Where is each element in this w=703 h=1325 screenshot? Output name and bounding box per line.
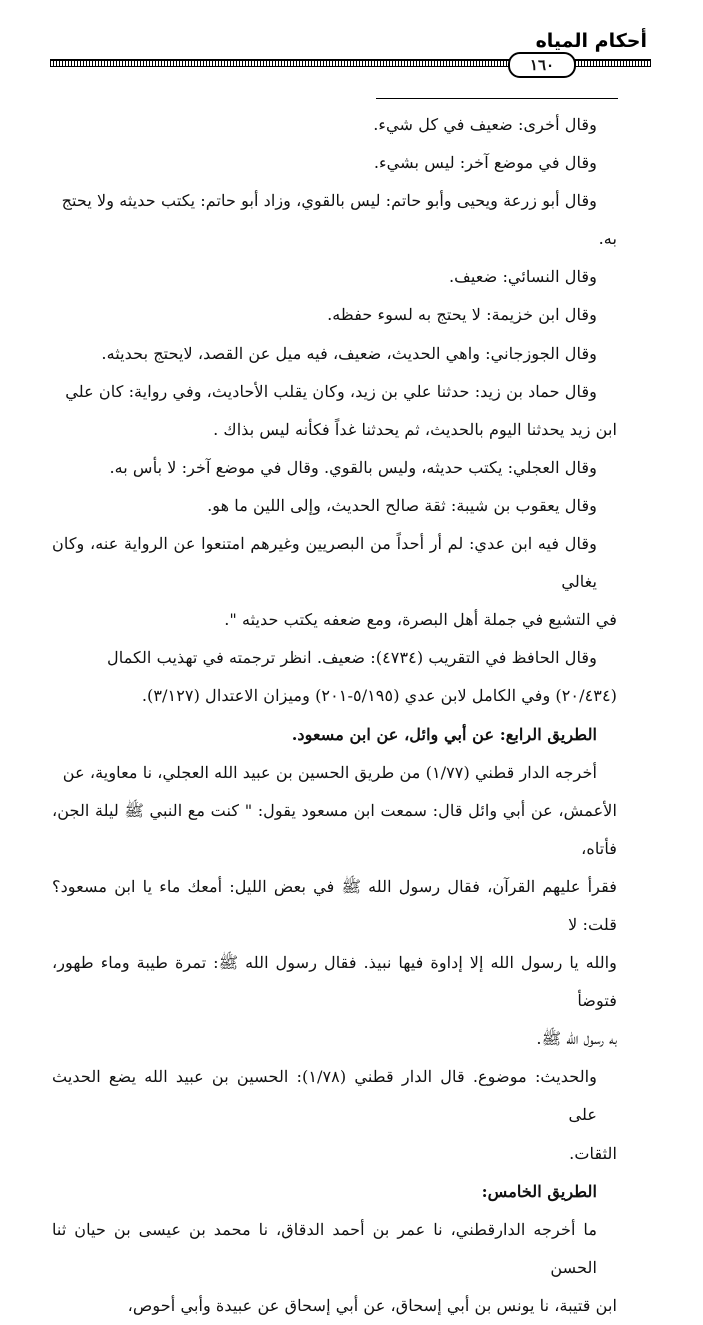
section-heading: الطريق الرابع: عن أبي وائل، عن ابن مسعود. xyxy=(291,724,597,744)
text-line: به. xyxy=(598,229,617,249)
text-line: والله يا رسول الله إلا إداوة فيها نبيذ. فقال رسول الله ﷺ: تمرة طيبة وماء طهور، فتوضأ xyxy=(52,953,617,1011)
text-line: وقال ابن خزيمة: لا يحتج به لسوء حفظه. xyxy=(327,305,597,325)
text-line: وقال الجوزجاني: واهي الحديث، ضعيف، فيه ميل عن القصد، لايحتج بحديثه. xyxy=(101,343,597,363)
text-line: ابن زيد يحدثنا اليوم بالحديث، ثم يحدثنا غداً فكأنه ليس بذاك . xyxy=(213,419,617,439)
text-line: وقال العجلي: يكتب حديثه، وليس بالقوي. وقال في موضع آخر: لا بأس به. xyxy=(109,457,597,477)
top-rule xyxy=(376,98,618,99)
running-header-title: أحكام المياه xyxy=(535,30,647,52)
text-line: والحديث: موضوع. قال الدار قطني (١/٧٨): الحسين بن عبيد الله يضع الحديث على xyxy=(52,1067,597,1125)
text-line: في التشيع في جملة أهل البصرة، ومع ضعفه يكتب حديثه ". xyxy=(224,610,617,630)
text-line: وقال فيه ابن عدي: لم أر أحداً من البصريين وغيرهم امتنعوا عن الرواية عنه، وكان يغالي xyxy=(52,534,597,592)
text-line: وقال حماد بن زيد: حدثنا علي بن زيد، وكان يقلب الأحاديث، وفي رواية: كان علي xyxy=(65,381,597,401)
text-line: وقال النسائي: ضعيف. xyxy=(448,267,597,287)
text-line: (٢٠/٤٣٤) وفي الكامل لابن عدي (٥/١٩٥-٢٠١) وميزان الاعتدال (٣/١٢٧). xyxy=(141,686,617,706)
text-line: ما أخرجه الدارقطني، نا عمر بن أحمد الدقاق، نا محمد بن عيسى بن حيان ثنا الحسن xyxy=(52,1219,597,1277)
text-line: الثقات. xyxy=(569,1143,617,1163)
text-line: فقرأ عليهم القرآن، فقال رسول الله ﷺ في بعض الليل: أمعك ماء يا ابن مسعود؟ قلت: لا xyxy=(52,876,617,934)
text-line: به رسول الله ﷺ. xyxy=(536,1029,617,1049)
text-line: أخرجه الدار قطني (١/٧٧) من طريق الحسين بن عبيد الله العجلي، نا معاوية، عن xyxy=(62,762,597,782)
text-line: وقال أبو زرعة ويحيى وأبو حاتم: ليس بالقوي، وزاد أبو حاتم: يكتب حديثه ولا يحتج xyxy=(61,191,597,211)
section-heading: الطريق الخامس: xyxy=(481,1181,597,1201)
text-line: الأعمش، عن أبي وائل قال: سمعت ابن مسعود يقول: " كنت مع النبي ﷺ ليلة الجن، فأتاه، xyxy=(52,800,617,858)
page-number: ١٦٠ xyxy=(508,52,576,78)
text-line: وقال أخرى: ضعيف في كل شيء. xyxy=(373,115,597,134)
text-line: وقال يعقوب بن شيبة: ثقة صالح الحديث، وإلى اللين ما هو. xyxy=(207,495,597,515)
text-line: وقال في موضع آخر: ليس بشيء. xyxy=(373,153,597,173)
text-line: وقال الحافظ في التقريب (٤٧٣٤): ضعيف. انظر ترجمته في تهذيب الكمال xyxy=(107,648,597,668)
body-text xyxy=(52,106,617,1325)
text-line: ابن قتيبة، نا يونس بن أبي إسحاق، عن أبي إسحاق عن عبيدة وأبي أحوص، xyxy=(127,1295,617,1315)
